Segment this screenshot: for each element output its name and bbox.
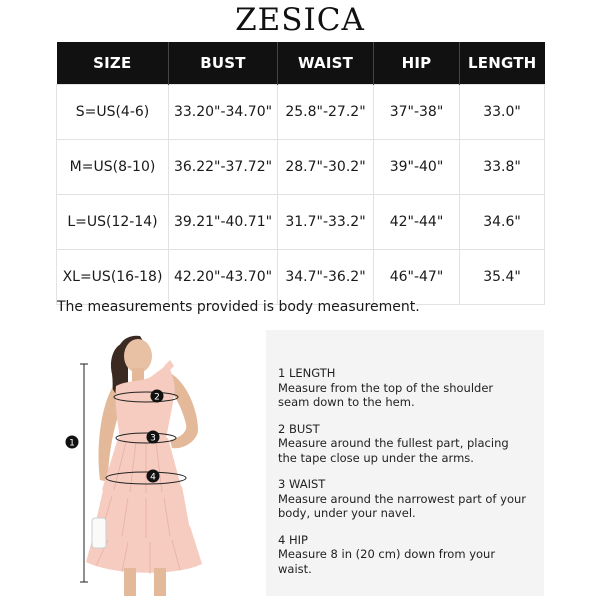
cell-waist: 28.7"-30.2" [278,140,374,195]
cell-hip: 39"-40" [374,140,460,195]
left-leg-shape [124,568,136,596]
table-row [57,250,545,305]
measurement-note: The measurements provided is body measurement. [57,299,420,315]
header-hip: HIP [374,42,460,85]
header-bust: BUST [169,42,278,85]
measurement-guide-panel [56,330,544,596]
face-shape [124,339,152,373]
header-length: LENGTH [460,42,545,85]
marker-1 [66,436,79,449]
instruction-hip [278,533,528,577]
instruction-title: 4 HIP [278,532,308,547]
cell-length: 33.8" [460,140,545,195]
cell-size: S=US(4-6) [57,85,169,140]
cell-bust: 42.20"-43.70" [169,250,278,305]
model-figure-illustration [56,330,276,596]
marker-4 [147,470,160,483]
cell-waist: 25.8"-27.2" [278,85,374,140]
right-leg-shape [154,568,166,596]
svg-text:2: 2 [154,392,160,403]
instruction-title: 2 BUST [278,421,320,436]
instruction-text: Measure around the fullest part, placing the tape close up under the arms. [278,436,509,465]
cell-length: 34.6" [460,195,545,250]
table-row [57,140,545,195]
svg-text:4: 4 [150,472,156,483]
cell-size: M=US(8-10) [57,140,169,195]
cell-waist: 34.7"-36.2" [278,250,374,305]
table-row [57,195,545,250]
cell-hip: 42"-44" [374,195,460,250]
size-chart-table [56,42,545,305]
measurement-instructions [278,366,528,588]
cell-bust: 33.20"-34.70" [169,85,278,140]
clutch-bag [92,518,106,548]
cell-length: 35.4" [460,250,545,305]
table-header-row [57,42,545,85]
cell-size: XL=US(16-18) [57,250,169,305]
cell-hip: 46"-47" [374,250,460,305]
cell-bust: 36.22"-37.72" [169,140,278,195]
table-row [57,85,545,140]
cell-bust: 39.21"-40.71" [169,195,278,250]
cell-size: L=US(12-14) [57,195,169,250]
header-size: SIZE [57,42,169,85]
marker-2 [151,390,164,403]
instruction-length [278,366,528,410]
instruction-title: 3 WAIST [278,477,326,491]
svg-text:1: 1 [69,438,75,449]
cell-hip: 37"-38" [374,85,460,140]
svg-text:3: 3 [150,433,156,444]
cell-length: 33.0" [460,85,545,140]
instruction-title: 1 LENGTH [278,366,336,380]
instruction-text: Measure from the top of the shoulder seam down to the hem. [278,380,494,409]
instruction-bust [278,422,528,466]
marker-3 [147,431,160,444]
brand-logo: ZESICA [235,2,365,38]
cell-waist: 31.7"-33.2" [278,195,374,250]
instruction-text: Measure around the narrowest part of your body, under your navel. [278,491,526,520]
instruction-text: Measure 8 in (20 cm) down from your waist. [278,547,496,576]
header-waist: WAIST [278,42,374,85]
instruction-waist [278,477,528,521]
